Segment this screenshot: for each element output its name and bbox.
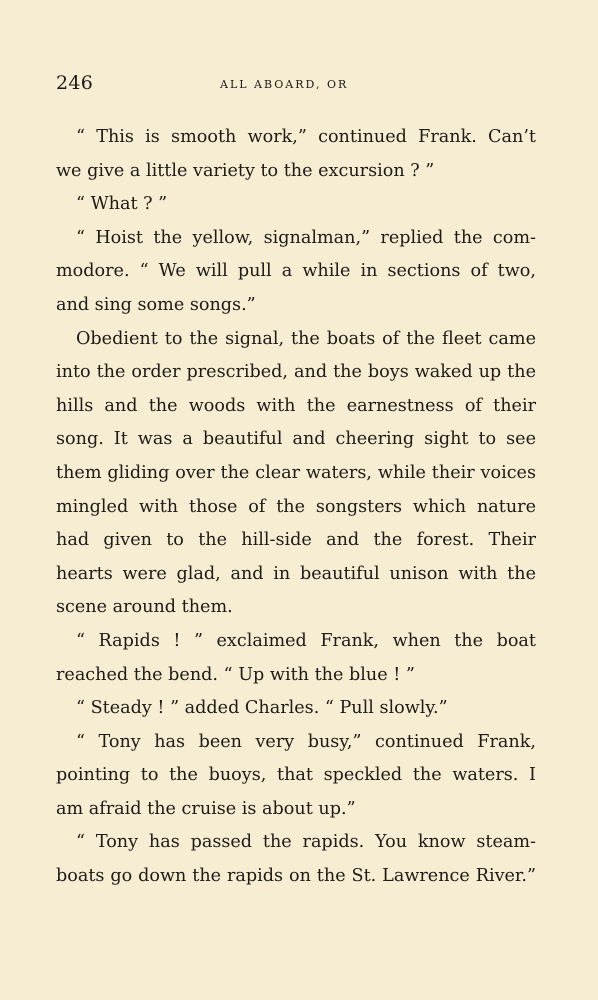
- running-title: ALL ABOARD, OR: [220, 78, 349, 91]
- text-line: modore. “ We will pull a while in sections of two,: [56, 261, 536, 282]
- text-line: “ Rapids ! ” exclaimed Frank, when the boat: [76, 630, 536, 651]
- text-line: pointing to the buoys, that speckled the waters. I: [56, 765, 536, 786]
- text-line: “ Tony has passed the rapids. You know steam-: [76, 832, 536, 853]
- text-line: reached the bend. “ Up with the blue ! ”: [56, 664, 415, 685]
- text-line: “ This is smooth work,” continued Frank. Can’t: [76, 127, 536, 147]
- page-header: [56, 72, 536, 102]
- text-line: “ What ? ”: [76, 194, 168, 215]
- text-line: into the order prescribed, and the boys waked up the: [56, 362, 536, 383]
- body-text: [56, 121, 536, 894]
- text-line: mingled with those of the songsters which nature: [56, 496, 536, 517]
- text-line: “ Hoist the yellow, signalman,” replied the com-: [76, 227, 536, 248]
- text-line: am afraid the cruise is about up.”: [56, 798, 356, 819]
- text-line: hearts were glad, and in beautiful unison with the: [56, 563, 536, 584]
- page-number: 246: [56, 72, 94, 94]
- text-line: we give a little variety to the excursion ? ”: [56, 160, 435, 181]
- text-line: Obedient to the signal, the boats of the fleet came: [76, 328, 536, 349]
- text-line: had given to the hill-side and the forest. Their: [56, 530, 536, 551]
- text-line: “ Tony has been very busy,” continued Frank,: [76, 731, 536, 752]
- text-line: and sing some songs.”: [56, 294, 256, 315]
- text-line: song. It was a beautiful and cheering sight to see: [56, 429, 536, 450]
- text-line: “ Steady ! ” added Charles. “ Pull slowly.”: [76, 698, 448, 719]
- text-line: scene around them.: [56, 597, 233, 618]
- text-line: boats go down the rapids on the St. Lawrence River.”: [56, 866, 536, 887]
- text-line: them gliding over the clear waters, while their voices: [56, 462, 536, 483]
- text-line: hills and the woods with the earnestness of their: [56, 395, 536, 416]
